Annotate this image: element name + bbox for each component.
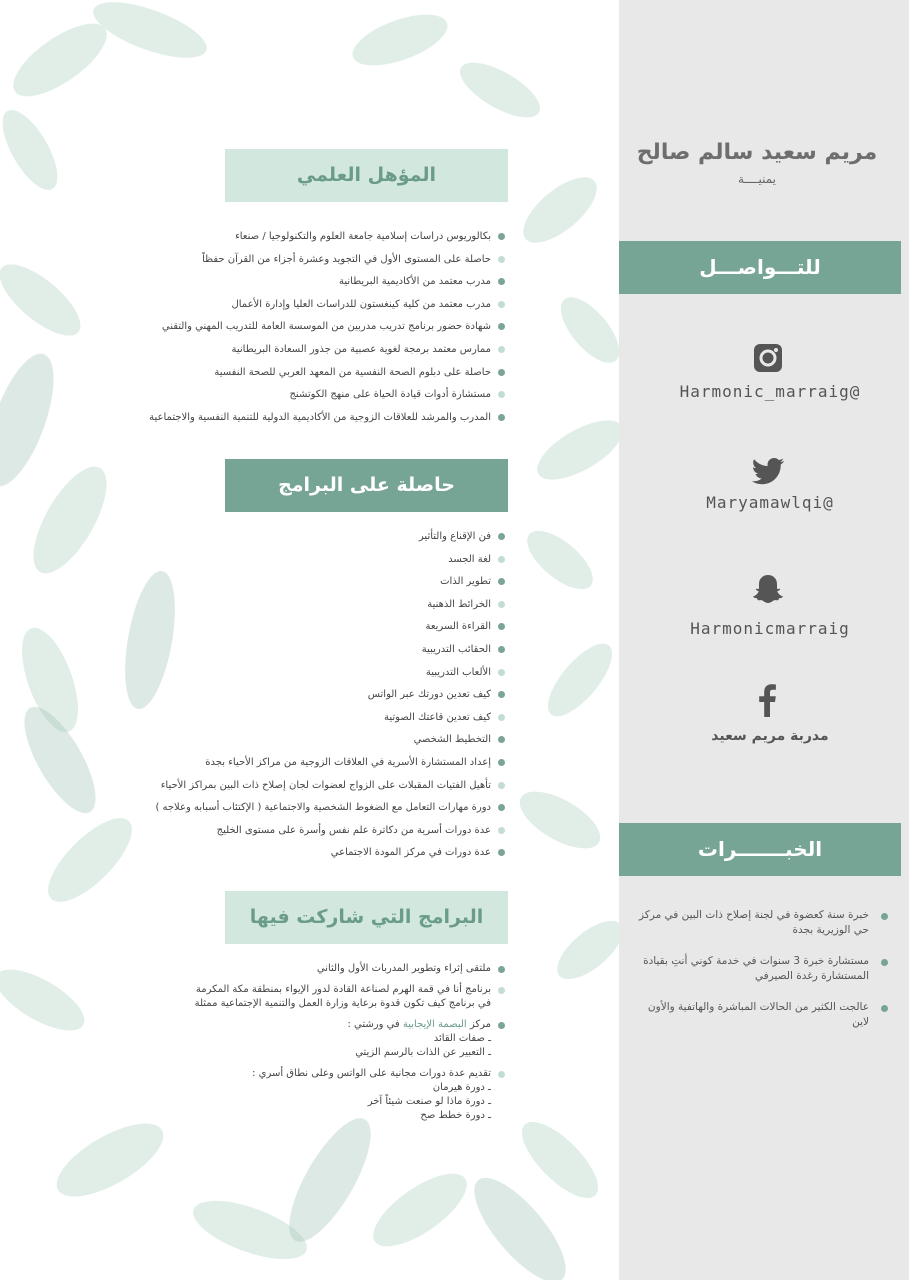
program-item: لغة الجسد [155, 552, 505, 575]
course-item: ـ دورة خطط صح [420, 1110, 491, 1121]
participated-item [95, 983, 505, 1011]
participated-list [95, 962, 505, 1130]
experience-item: خبرة سنة كعضوة في لجنة إصلاح ذات البين في مركز حي الوزيرية بجدة [636, 908, 891, 938]
workshop-label: في ورشتي : [347, 1019, 400, 1030]
program-item: تأهيل الفتيات المقبلات على الزواج لعضوات لجان إصلاح ذات البين بمراكز الأحياء [155, 778, 505, 801]
participated-item-text [95, 1018, 491, 1032]
contact-heading: للتـــواصـــل [619, 241, 901, 294]
experience-item: مستشارة خبرة 3 سنوات في خدمة كوني أنتِ بقيادة المستشارة رغدة الصيرفي [636, 954, 891, 984]
program-item: إعداد المستشارة الأسرية في العلاقات الزوجية من مراكز الأحياء بجدة [155, 755, 505, 778]
qualification-item: المدرب والمرشد للعلاقات الزوجية من الأكاديمية الدولية للتنمية النفسية والاجتماعية [149, 410, 505, 433]
participated-item-text: في برنامج كيف تكون قدوة برعاية وزارة العمل والتنمية الإجتماعية ممثلة [194, 998, 491, 1009]
program-item: الحقائب التدريبية [155, 642, 505, 665]
facebook-icon[interactable] [748, 683, 788, 717]
program-item: الخرائط الذهنية [155, 597, 505, 620]
course-item: ـ دورة ماذا لو صنعت شيئاً آخر [367, 1096, 491, 1107]
qualification-item: مدرب معتمد من كلية كينغستون للدراسات العليا وإدارة الأعمال [149, 297, 505, 320]
workshop-item: ـ صفات القائد [433, 1033, 491, 1044]
program-item: الألعاب التدريبية [155, 665, 505, 688]
qualification-item: مدرب معتمد من الأكاديمية البريطانية [149, 274, 505, 297]
course-item: ـ دورة هيرمان [432, 1082, 491, 1093]
sidebar [619, 0, 909, 1280]
qualification-item: مستشارة أدوات قيادة الحياة على منهج الكوتشنج [149, 387, 505, 410]
snapchat-icon[interactable] [748, 573, 788, 607]
twitter-handle[interactable]: @Maryamawlqi [706, 493, 834, 512]
program-item: دورة مهارات التعامل مع الضغوط الشخصية والاجتماعية ( الإكتئاب أسبابه وعلاجه ) [155, 800, 505, 823]
qualification-item: حاصلة على المستوى الأول في التجويد وعشرة أجزاء من القرآن حفظاً [149, 252, 505, 275]
qualification-item: شهادة حضور برنامج تدريب مدربين من الموسسة العامة للتدريب المهني والتقني [149, 319, 505, 342]
qualifications-heading: المؤهل العلمي [225, 149, 508, 202]
qualifications-list [149, 229, 505, 432]
programs-heading: حاصلة على البرامج [225, 459, 508, 512]
experience-item: عالجت الكثير من الحالات المباشرة والهاتفية والأون لاين [636, 1000, 891, 1030]
program-item: عدة دورات في مركز المودة الاجتماعي [155, 845, 505, 868]
participated-item [95, 1018, 505, 1060]
programs-list [155, 529, 505, 868]
profile-nationality: يمنيــــة [737, 172, 776, 186]
program-item: عدة دورات أسرية من دكاترة علم نفس وأسرة على مستوى الخليج [155, 823, 505, 846]
qualification-item: حاصلة على دبلوم الصحة النفسية من المعهد العربي للصحة النفسية [149, 365, 505, 388]
program-item: القراءة السريعة [155, 619, 505, 642]
instagram-handle[interactable]: @Harmonic_marraig [679, 382, 861, 401]
program-item: فن الإقناع والتأثير [155, 529, 505, 552]
qualification-item: ممارس معتمد برمجة لغوية عصبية من جذور السعادة البريطانية [149, 342, 505, 365]
profile-name: مريم سعيد سالم صالح [636, 140, 878, 165]
program-item: كيف تعدين قاعتك الصوتية [155, 710, 505, 733]
participated-item [95, 1067, 505, 1123]
experience-heading: الخبـــــــرات [619, 823, 901, 876]
participated-item-text: برنامج أنا في قمة الهرم لصناعة القادة لدور الإيواء بمنطقة مكة المكرمة [195, 984, 491, 995]
participated-item [95, 962, 505, 976]
facebook-handle[interactable]: مدربة مريم سعيد [711, 728, 829, 744]
participated-item-text: ملتقى إثراء وتطوير المدربات الأول والثاني [316, 963, 491, 974]
center-name: البصمة الإيجابية [402, 1019, 467, 1030]
program-item: تطوير الذات [155, 574, 505, 597]
program-item: كيف تعدين دورتك عبر الواتس [155, 687, 505, 710]
snapchat-handle[interactable]: Harmonicmarraig [690, 619, 850, 638]
program-item: التخطيط الشخصي [155, 732, 505, 755]
participated-item-text: تقديم عدة دورات مجانية على الواتس وعلى نطاق أسري : [252, 1068, 491, 1079]
workshop-item: ـ التعبير عن الذات بالرسم الزيتي [355, 1047, 491, 1058]
qualification-item: بكالوريوس دراسات إسلامية جامعة العلوم والتكنولوجيا / صنعاء [149, 229, 505, 252]
experience-list [636, 908, 891, 1046]
twitter-icon[interactable] [748, 455, 788, 489]
center-label: مركز [469, 1019, 491, 1030]
participated-heading: البرامج التي شاركت فيها [225, 891, 508, 944]
instagram-icon[interactable] [748, 342, 788, 376]
